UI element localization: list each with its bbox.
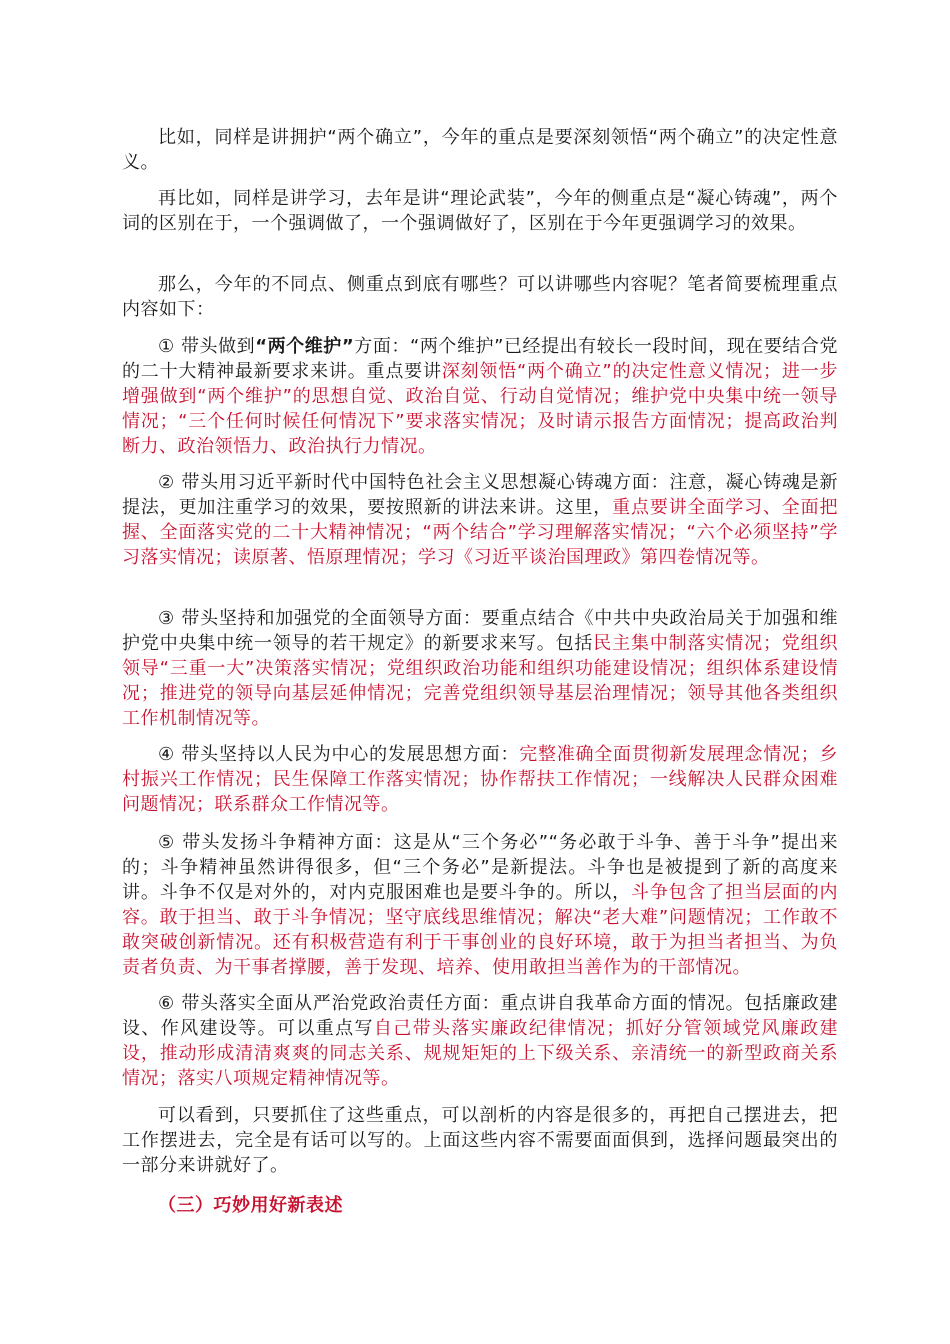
paragraph-3 xyxy=(122,272,838,322)
paragraph-10 xyxy=(122,1103,838,1178)
body-text: ⑥ 带头落实全面从严治党政治责任方面：重点讲自我革命方面的情况。包括廉政建设、作风建设等。可以重点写 xyxy=(122,993,838,1039)
bold-text: “两个维护” xyxy=(255,336,355,357)
body-text: ③ 带头坚持和加强党的全面领导方面：要重点结合《中共中央政治局关于加强和维护党中央集中统一领导的若干规定》的新要求来写。包括 xyxy=(122,608,838,654)
paragraph-2 xyxy=(122,186,838,236)
highlighted-text: 斗争包含了担当层面的内容。敢于担当、敢于斗争情况；坚守底线思维情况；解决“老大难”问题情况；工作敢不敢突破创新情况。还有积极营造有利于干事创业的良好环境，敢于为担当者担当、为负责者负责、为干事者撑腰，善于发现、培养、使用敢担当善作为的干部情况。 xyxy=(122,882,838,978)
paragraph-1 xyxy=(122,125,838,175)
body-text: ① 带头做到 xyxy=(158,336,256,357)
highlighted-text: 自己带头落实廉政纪律情况；抓好分管领域党风廉政建设，推动形成清清爽爽的同志关系、规规矩矩的上下级关系、亲清统一的新型政商关系情况；落实八项规定精神情况等。 xyxy=(122,1018,838,1089)
paragraph-4 xyxy=(122,334,838,459)
paragraph-7 xyxy=(122,742,838,817)
body-text: 再比如，同样是讲学习，去年是讲“理论武装”，今年的侧重点是“凝心铸魂”，两个词的区别在于，一个强调做了，一个强调做好了，区别在于今年更强调学习的效果。 xyxy=(122,188,838,234)
highlighted-text: 重点要讲全面学习、全面把握、全面落实党的二十大精神情况；“两个结合”学习理解落实情况；“六个必须坚持”学习落实情况；读原著、悟原理情况；学习《习近平谈治国理政》第四卷情况等。 xyxy=(122,497,839,568)
highlighted-text: 完整准确全面贯彻新发展理念情况；乡村振兴工作情况；民生保障工作落实情况；协作帮扶工作情况；一线解决人民群众困难问题情况；联系群众工作情况等。 xyxy=(122,744,839,815)
body-text: 可以看到，只要抓住了这些重点，可以剖析的内容是很多的，再把自己摆进去，把工作摆进去，完全是有话可以写的。上面这些内容不需要面面俱到，选择问题最突出的一部分来讲就好了。 xyxy=(122,1105,838,1176)
highlighted-text: 民主集中制落实情况；党组织领导“三重一大”决策落实情况；党组织政治功能和组织功能建设情况；组织体系建设情况；推进党的领导向基层延伸情况；完善党组织领导基层治理情况；领导其他各类组织工作机制情况等。 xyxy=(122,633,838,729)
body-text: ② 带头用习近平新时代中国特色社会主义思想凝心铸魂方面：注意，凝心铸魂是新提法，更加注重学习的效果，要按照新的讲法来讲。这里， xyxy=(122,472,838,518)
body-text: ⑤ 带头发扬斗争精神方面：这是从“三个务必”“务必敢于斗争、善于斗争”提出来的；斗争精神虽然讲得很多，但“三个务必”是新提法。斗争也是被提到了新的高度来讲。斗争不仅是对外的，对内克服困难也是要斗争的。所以， xyxy=(122,832,838,903)
paragraph-8 xyxy=(122,830,838,980)
section-heading: （三）巧妙用好新表述 xyxy=(158,1195,343,1216)
body-text: 方面：“两个维护”已经提出有较长一段时间，现在要结合党的二十大精神最新要求来讲。重点要讲 xyxy=(122,336,838,382)
body-text: ④ 带头坚持以人民为中心的发展思想方面： xyxy=(158,744,520,765)
paragraph-5 xyxy=(122,470,838,570)
highlighted-text: 深刻领悟“两个确立”的决定性意义情况；进一步增强做到“两个维护”的思想自觉、政治自觉、行动自觉情况；维护党中央集中统一领导情况；“三个任何时候任何情况下”要求落实情况；及时请示报告方面情况；提高政治判断力、政治领悟力、政治执行力情况。 xyxy=(122,361,838,457)
paragraph-6 xyxy=(122,606,838,731)
body-text: 那么，今年的不同点、侧重点到底有哪些？可以讲哪些内容呢？笔者简要梳理重点内容如下： xyxy=(122,274,838,320)
body-text: 比如，同样是讲拥护“两个确立”，今年的重点是要深刻领悟“两个确立”的决定性意义。 xyxy=(122,127,838,173)
paragraph-9 xyxy=(122,991,838,1091)
